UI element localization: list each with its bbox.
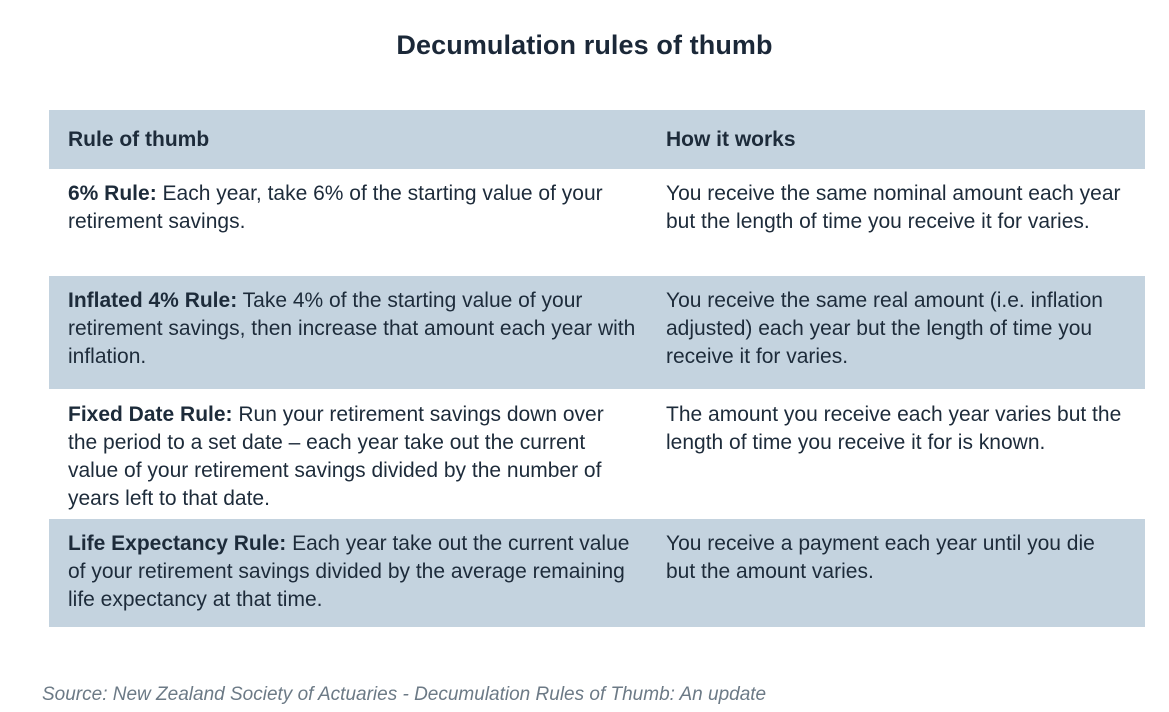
column-header-how: How it works <box>666 127 796 151</box>
table-header-row <box>49 110 1145 169</box>
rules-table <box>49 110 1145 627</box>
table-row <box>49 169 1145 276</box>
source-note: Source: New Zealand Society of Actuaries - Decumulation Rules of Thumb: An update <box>42 684 767 705</box>
rule-name: Inflated 4% Rule: <box>68 289 238 312</box>
table-row <box>49 276 1145 389</box>
rule-cell <box>49 389 647 519</box>
column-header-rule: Rule of thumb <box>68 127 210 151</box>
how-it-works-cell: You receive the same nominal amount each year but the length of time you receive it for varies. <box>666 182 1121 233</box>
how-it-works-cell: The amount you receive each year varies but the length of time you receive it for is known. <box>666 403 1122 454</box>
rule-description: Take 4% of the starting value of your retirement savings, then increase that amount each year with inflation. <box>68 289 636 368</box>
rule-description: Each year, take 6% of the starting value of your retirement savings. <box>68 182 603 233</box>
rule-name: Life Expectancy Rule: <box>68 532 287 555</box>
rule-description: Each year take out the current value of your retirement savings divided by the average remaining life expectancy at that time. <box>68 532 630 611</box>
table-row <box>49 389 1145 519</box>
rule-name: Fixed Date Rule: <box>68 403 233 426</box>
how-it-works-cell: You receive the same real amount (i.e. inflation adjusted) each year but the length of time you receive it for varies. <box>666 289 1103 368</box>
rule-name: 6% Rule: <box>68 182 157 205</box>
rule-cell <box>49 519 647 627</box>
page-title: Decumulation rules of thumb <box>396 30 773 60</box>
rule-description: Run your retirement savings down over the period to a set date – each year take out the current value of your retirement savings divided by the number of years left to that date. <box>68 403 604 510</box>
rule-cell <box>49 276 647 389</box>
table-row <box>49 519 1145 627</box>
how-it-works-cell: You receive a payment each year until you die but the amount varies. <box>666 532 1095 583</box>
rule-cell <box>49 169 647 276</box>
